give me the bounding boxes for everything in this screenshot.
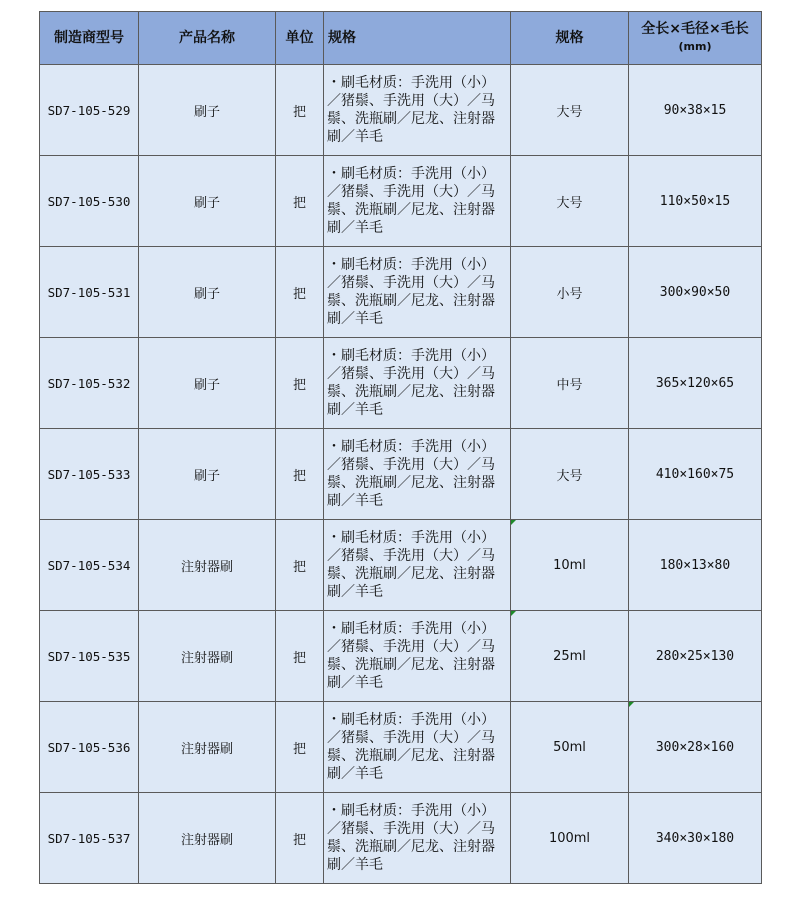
table-row (40, 429, 762, 520)
header-unit: 单位 (276, 12, 324, 65)
cell-size: 25ml (511, 611, 629, 702)
cell-unit: 把 (276, 702, 324, 793)
cell-dimensions: 90×38×15 (629, 65, 762, 156)
cell-name: 刷子 (139, 247, 276, 338)
cell-unit: 把 (276, 520, 324, 611)
table-row (40, 611, 762, 702)
cell-spec: ・刷毛材质：手洗用（小）／猪鬃、手洗用（大）／马鬃、洗瓶刷／尼龙、注射器刷／羊毛 (324, 247, 511, 338)
header-dimensions-label: 全长×毛径×毛长 (641, 21, 749, 37)
cell-spec: ・刷毛材质：手洗用（小）／猪鬃、手洗用（大）／马鬃、洗瓶刷／尼龙、注射器刷／羊毛 (324, 338, 511, 429)
cell-name: 注射器刷 (139, 793, 276, 884)
header-model: 制造商型号 (40, 12, 139, 65)
header-dimensions-unit: (mm) (678, 40, 712, 53)
cell-model: SD7-105-532 (40, 338, 139, 429)
table-row (40, 65, 762, 156)
cell-name: 刷子 (139, 156, 276, 247)
cell-dimensions: 300×90×50 (629, 247, 762, 338)
cell-unit: 把 (276, 247, 324, 338)
cell-model: SD7-105-533 (40, 429, 139, 520)
cell-model: SD7-105-531 (40, 247, 139, 338)
cell-spec: ・刷毛材质：手洗用（小）／猪鬃、手洗用（大）／马鬃、洗瓶刷／尼龙、注射器刷／羊毛 (324, 65, 511, 156)
cell-dimensions: 280×25×130 (629, 611, 762, 702)
header-row (40, 12, 762, 65)
cell-size: 中号 (511, 338, 629, 429)
cell-spec: ・刷毛材质：手洗用（小）／猪鬃、手洗用（大）／马鬃、洗瓶刷／尼龙、注射器刷／羊毛 (324, 156, 511, 247)
cell-size: 大号 (511, 156, 629, 247)
cell-name: 注射器刷 (139, 611, 276, 702)
cell-spec: ・刷毛材质：手洗用（小）／猪鬃、手洗用（大）／马鬃、洗瓶刷／尼龙、注射器刷／羊毛 (324, 793, 511, 884)
header-dimensions (629, 12, 762, 65)
cell-model: SD7-105-535 (40, 611, 139, 702)
cell-size: 大号 (511, 429, 629, 520)
cell-size: 100ml (511, 793, 629, 884)
cell-name: 注射器刷 (139, 520, 276, 611)
header-name: 产品名称 (139, 12, 276, 65)
cell-model: SD7-105-536 (40, 702, 139, 793)
cell-spec: ・刷毛材质：手洗用（小）／猪鬃、手洗用（大）／马鬃、洗瓶刷／尼龙、注射器刷／羊毛 (324, 429, 511, 520)
cell-name: 刷子 (139, 429, 276, 520)
table-row (40, 338, 762, 429)
cell-spec: ・刷毛材质：手洗用（小）／猪鬃、手洗用（大）／马鬃、洗瓶刷／尼龙、注射器刷／羊毛 (324, 611, 511, 702)
cell-size: 小号 (511, 247, 629, 338)
header-size: 规格 (511, 12, 629, 65)
cell-dimensions: 340×30×180 (629, 793, 762, 884)
cell-unit: 把 (276, 611, 324, 702)
cell-unit: 把 (276, 793, 324, 884)
cell-size: 50ml (511, 702, 629, 793)
cell-name: 刷子 (139, 65, 276, 156)
cell-unit: 把 (276, 156, 324, 247)
cell-size: 大号 (511, 65, 629, 156)
table-row (40, 247, 762, 338)
product-spec-table (39, 11, 762, 884)
cell-model: SD7-105-530 (40, 156, 139, 247)
cell-model: SD7-105-537 (40, 793, 139, 884)
cell-model: SD7-105-534 (40, 520, 139, 611)
table-row (40, 793, 762, 884)
cell-unit: 把 (276, 65, 324, 156)
cell-dimensions: 180×13×80 (629, 520, 762, 611)
cell-spec: ・刷毛材质：手洗用（小）／猪鬃、手洗用（大）／马鬃、洗瓶刷／尼龙、注射器刷／羊毛 (324, 520, 511, 611)
cell-size: 10ml (511, 520, 629, 611)
cell-name: 刷子 (139, 338, 276, 429)
table-row (40, 156, 762, 247)
cell-dimensions: 300×28×160 (629, 702, 762, 793)
cell-spec: ・刷毛材质：手洗用（小）／猪鬃、手洗用（大）／马鬃、洗瓶刷／尼龙、注射器刷／羊毛 (324, 702, 511, 793)
cell-dimensions: 410×160×75 (629, 429, 762, 520)
cell-name: 注射器刷 (139, 702, 276, 793)
cell-unit: 把 (276, 429, 324, 520)
header-spec: 规格 (324, 12, 511, 65)
table-row (40, 520, 762, 611)
cell-model: SD7-105-529 (40, 65, 139, 156)
cell-unit: 把 (276, 338, 324, 429)
cell-dimensions: 110×50×15 (629, 156, 762, 247)
table-row (40, 702, 762, 793)
cell-dimensions: 365×120×65 (629, 338, 762, 429)
